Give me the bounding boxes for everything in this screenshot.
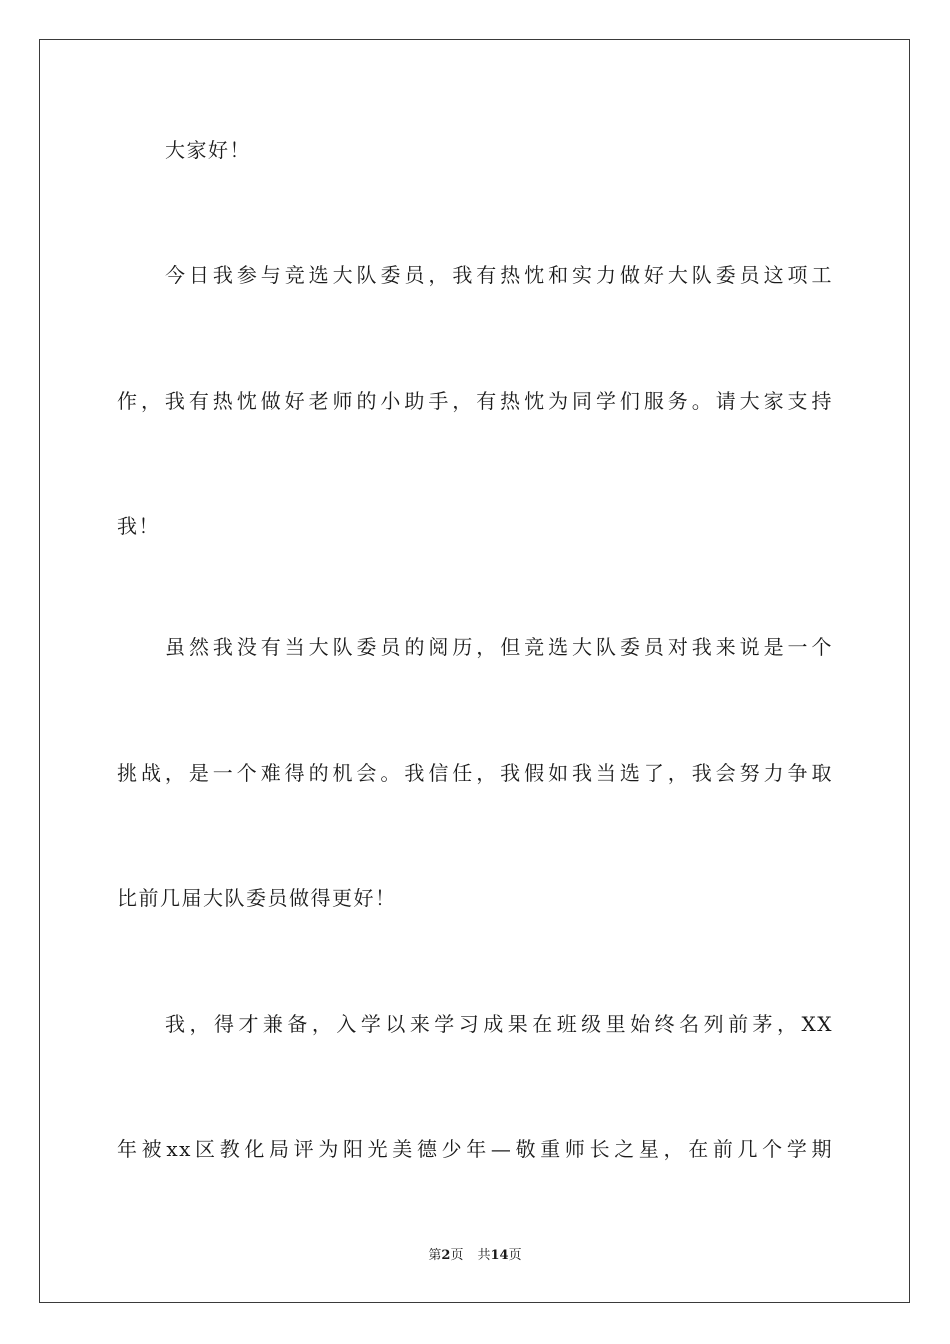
page-label-suffix: 页: [450, 1248, 464, 1263]
total-label-prefix: 共: [477, 1248, 491, 1263]
text-line: 我，得才兼备，入学以来学习成果在班级里始终名列前茅，XX: [165, 1012, 833, 1036]
page-number: 2: [441, 1248, 451, 1263]
text-line: 比前几届大队委员做得更好！: [117, 886, 397, 910]
text-line: 挑战，是一个难得的机会。我信任，我假如我当选了，我会努力争取: [117, 761, 833, 785]
text-line: 年被xx区教化局评为阳光美德少年—敬重师长之星，在前几个学期: [117, 1137, 833, 1161]
text-line: 今日我参与竞选大队委员，我有热忱和实力做好大队委员这项工: [165, 263, 833, 287]
text-line: 我！: [117, 514, 160, 538]
total-pages: 14: [490, 1248, 509, 1263]
text-line-greeting: 大家好！: [165, 138, 251, 162]
total-label-suffix: 页: [508, 1248, 522, 1263]
text-line: 作，我有热忱做好老师的小助手，有热忱为同学们服务。请大家支持: [117, 389, 833, 413]
page-label-prefix: 第: [428, 1248, 442, 1263]
text-line: 虽然我没有当大队委员的阅历，但竞选大队委员对我来说是一个: [165, 635, 833, 659]
page-frame: [39, 39, 910, 1303]
page-footer: [0, 1247, 950, 1265]
